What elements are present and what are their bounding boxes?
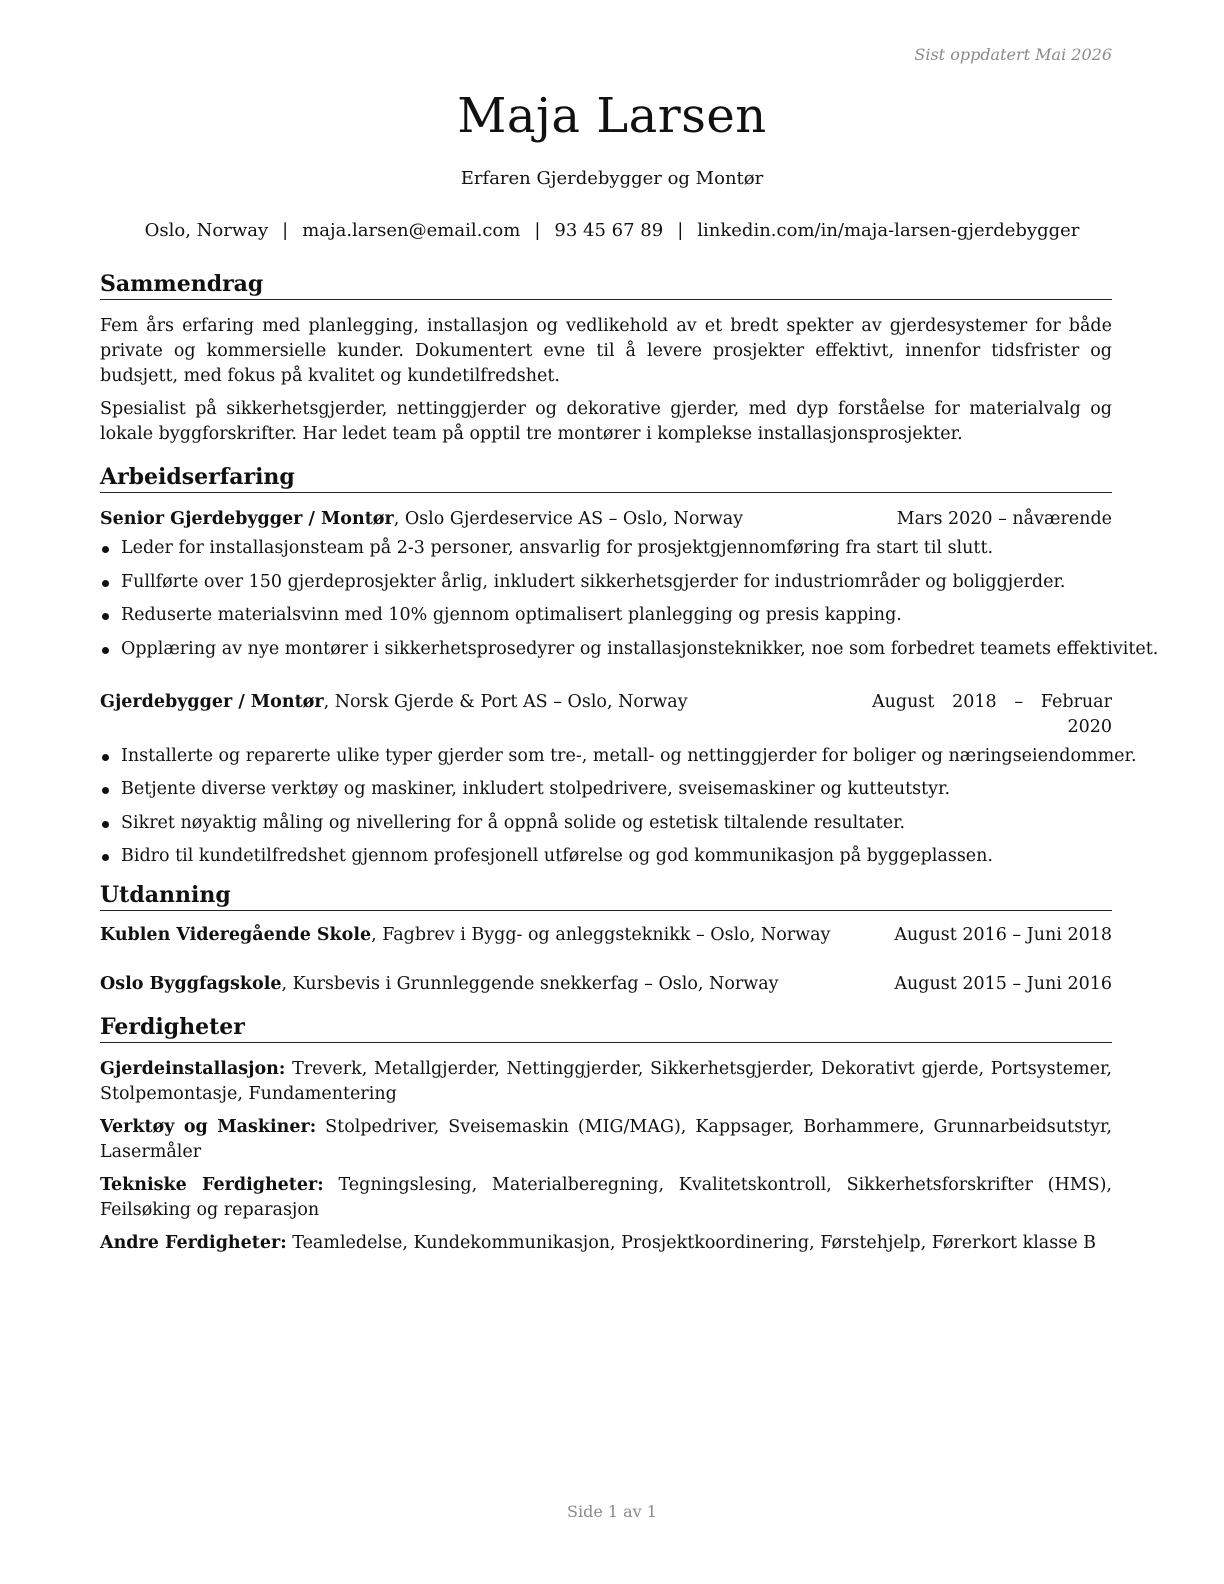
education-dates: August 2016 – Juni 2018 — [894, 925, 1112, 945]
job-bullet: Reduserte materialsvinn med 10% gjennom optimalisert planlegging og presis kapping. — [100, 603, 1112, 628]
education-school-detail — [100, 923, 830, 948]
skill-line — [100, 1173, 1112, 1223]
job-header — [100, 507, 1112, 532]
skill-line — [100, 1231, 1112, 1256]
job-bullet: Installerte og reparerte ulike typer gjerder som tre-, metall- og nettinggjerder for boliger og næringseiendommer. — [100, 744, 1112, 769]
contact-linkedin[interactable]: linkedin.com/in/maja-larsen-gjerdebygger — [697, 220, 1080, 241]
skill-label: Gjerdeinstallasjon: — [100, 1059, 286, 1079]
job-bullet: Bidro til kundetilfredshet gjennom profesjonell utførelse og god kommunikasjon på byggeplassen. — [100, 844, 1112, 869]
job-role-employer — [100, 690, 688, 740]
candidate-title: Erfaren Gjerdebygger og Montør — [460, 168, 764, 189]
education-dates: August 2015 – Juni 2016 — [894, 974, 1112, 994]
job-dates: August 2018 – Februar 2020 — [872, 691, 1112, 737]
education-detail: , Kursbevis i Grunnleggende snekkerfag – Oslo, Norway — [281, 974, 779, 994]
job-bullet: Sikret nøyaktig måling og nivellering for å oppnå solide og estetisk tiltalende resultater. — [100, 811, 1112, 836]
job-bullet: Opplæring av nye montører i sikkerhetsprosedyrer og installasjonsteknikker, noe som forbedret teamets effektivitet. — [100, 637, 1112, 662]
job-dates: Mars 2020 – nåværende — [896, 509, 1112, 529]
education-school: Kublen Videregående Skole — [100, 925, 372, 945]
contact-phone: 93 45 67 89 — [554, 220, 664, 241]
contact-separator: | — [677, 220, 684, 241]
page-number: Side 1 av 1 — [567, 1502, 657, 1521]
education-detail: , Fagbrev i Bygg- og anleggsteknikk – Oslo, Norway — [371, 925, 831, 945]
job-role: Gjerdebygger / Montør — [100, 691, 324, 712]
education-school-detail — [100, 972, 779, 997]
job-role-employer — [100, 507, 743, 532]
education-item — [100, 923, 1112, 948]
contact-location: Oslo, Norway — [144, 220, 269, 241]
skill-label: Andre Ferdigheter: — [100, 1233, 287, 1253]
section-heading-education: Utdanning — [100, 881, 1112, 911]
contact-line — [0, 220, 1224, 241]
job-employer: , Norsk Gjerde & Port AS – Oslo, Norway — [323, 691, 688, 712]
job-bullet-list — [100, 744, 1137, 870]
job-bullet: Leder for installasjonsteam på 2-3 personer, ansvarlig for prosjektgjennomføring fra start til slutt. — [100, 536, 1112, 561]
job-bullet: Fullførte over 150 gjerdeprosjekter årlig, inkludert sikkerhetsgjerder for industriområder og boliggjerder. — [100, 570, 1112, 595]
job-bullet-list — [100, 536, 1159, 662]
skill-text: Treverk, Metallgjerder, Nettinggjerder, Sikkerhetsgjerder, Dekorativt gjerde, Portsystemer, Stolpemontasje, Fundamentering — [100, 1059, 1112, 1104]
job-header — [100, 690, 1112, 740]
skill-text: Stolpedriver, Sveisemaskin (MIG/MAG), Kappsager, Borhammere, Grunnarbeidsutstyr, Lasermåler — [100, 1117, 1112, 1162]
job-bullet: Betjente diverse verktøy og maskiner, inkludert stolpedrivere, sveisemaskiner og kutteutstyr. — [100, 777, 1112, 802]
candidate-name: Maja Larsen — [457, 88, 767, 144]
education-item — [100, 972, 1112, 997]
skill-text: Teamledelse, Kundekommunikasjon, Prosjektkoordinering, Førstehjelp, Førerkort klasse B — [286, 1233, 1096, 1253]
skill-text: Tegningslesing, Materialberegning, Kvalitetskontroll, Sikkerhetsforskrifter (HMS), Feilsøking og reparasjon — [100, 1175, 1112, 1220]
job-employer: , Oslo Gjerdeservice AS – Oslo, Norway — [393, 509, 744, 529]
section-heading-skills: Ferdigheter — [100, 1013, 1112, 1043]
skill-label: Tekniske Ferdigheter: — [100, 1175, 324, 1195]
summary-paragraph: Fem års erfaring med planlegging, installasjon og vedlikehold av et bredt spekter av gjerdesystemer for både private og kommersielle kunder. Dokumentert evne til å levere prosjekter effektivt, innenfor tidsfrister og budsjett, med fokus på kvalitet og kundetilfredshet. — [100, 316, 1112, 386]
education-school: Oslo Byggfagskole — [100, 974, 282, 994]
skill-line — [100, 1057, 1112, 1107]
contact-separator: | — [282, 220, 289, 241]
skill-label: Verktøy og Maskiner: — [100, 1117, 317, 1137]
skill-line — [100, 1115, 1112, 1165]
section-heading-summary: Sammendrag — [100, 270, 1112, 300]
contact-email[interactable]: maja.larsen@email.com — [302, 220, 521, 241]
contact-separator: | — [534, 220, 541, 241]
job-role: Senior Gjerdebygger / Montør — [100, 509, 394, 529]
last-updated-note: Sist oppdatert Mai 2026 — [914, 45, 1112, 64]
resume-body — [100, 270, 1159, 1256]
summary-paragraph: Spesialist på sikkerhetsgjerder, nettinggjerder og dekorative gjerder, med dyp forståelse for materialvalg og lokale byggforskrifter. Har ledet team på opptil tre montører i komplekse installasjonsprosjekter. — [100, 399, 1112, 444]
section-heading-experience: Arbeidserfaring — [100, 463, 1112, 493]
